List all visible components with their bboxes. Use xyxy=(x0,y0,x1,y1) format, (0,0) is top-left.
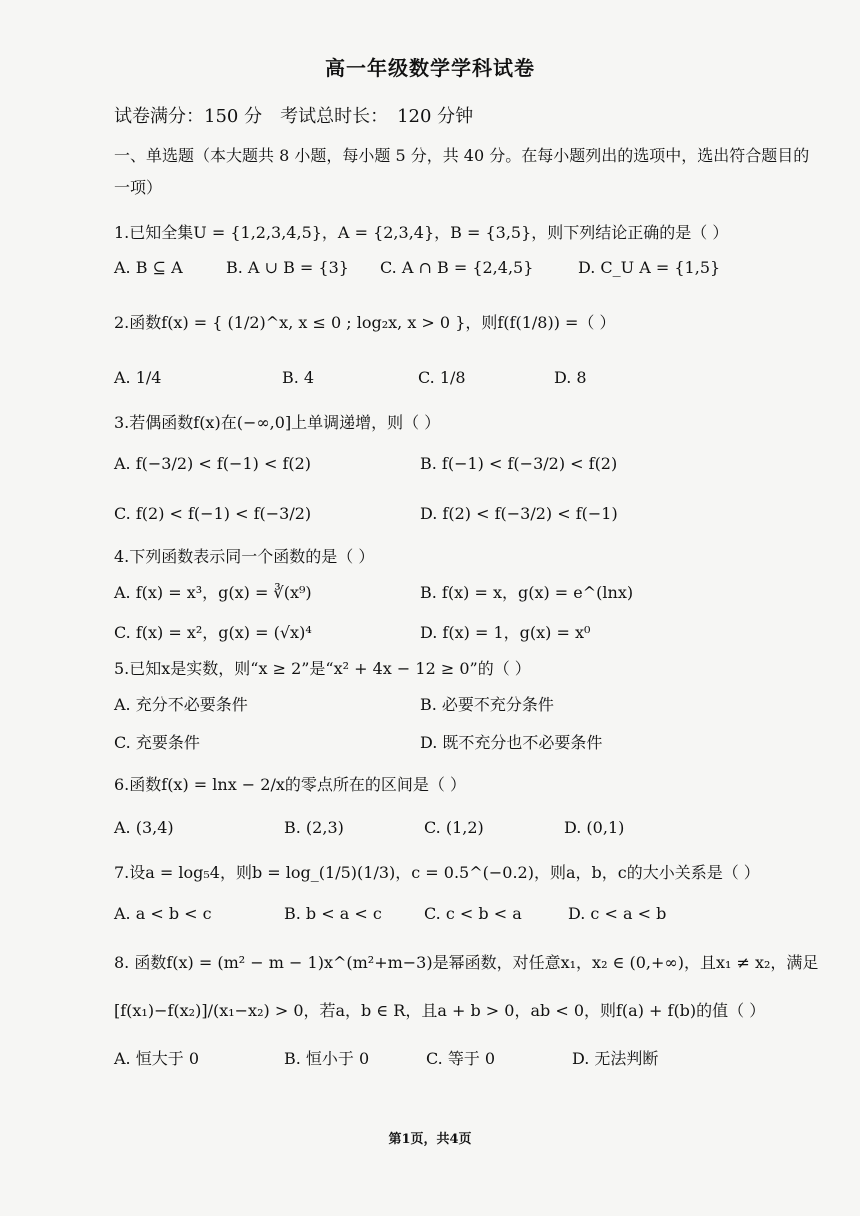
question-8-option-d: D. 无法判断 xyxy=(572,1049,659,1068)
question-5-option-d: D. 既不充分也不必要条件 xyxy=(420,733,603,752)
question-4-option-b: B. f(x) = x，g(x) = e^(lnx) xyxy=(420,583,634,602)
question-2-option-d: D. 8 xyxy=(554,368,587,387)
question-8-option-a: A. 恒大于 0 xyxy=(114,1049,199,1068)
question-3-option-c: C. f(2) < f(−1) < f(−3/2) xyxy=(114,504,312,523)
exam-info: 试卷满分：150 分 考试总时长： 120 分钟 xyxy=(114,106,474,127)
page-footer: 第1页，共4页 xyxy=(388,1132,472,1147)
question-3-option-b: B. f(−1) < f(−3/2) < f(2) xyxy=(420,454,618,473)
question-6-option-a: A. (3,4) xyxy=(114,818,174,837)
question-5-option-b: B. 必要不充分条件 xyxy=(420,695,554,714)
question-8-stem-continued: [f(x₁)−f(x₂)]/(x₁−x₂) > 0，若a，b ∈ R，且a + b > 0，ab < 0，则f(a) + f(b)的值（ ） xyxy=(114,1001,766,1020)
question-1-option-c: C. A ∩ B = {2,4,5} xyxy=(380,258,534,277)
question-6-stem: 6.函数f(x) = lnx − 2/x的零点所在的区间是（ ） xyxy=(114,775,466,794)
question-5-option-c: C. 充要条件 xyxy=(114,733,200,752)
question-1-option-a: A. B ⊆ A xyxy=(114,258,183,277)
question-2-option-b: B. 4 xyxy=(282,368,315,387)
question-2-option-c: C. 1/8 xyxy=(418,368,466,387)
question-8-option-c: C. 等于 0 xyxy=(426,1049,496,1068)
question-6-option-d: D. (0,1) xyxy=(564,818,625,837)
question-5-option-a: A. 充分不必要条件 xyxy=(114,695,248,714)
question-4-option-a: A. f(x) = x³，g(x) = ∛(x⁹) xyxy=(114,583,312,602)
question-1-option-d: D. C_U A = {1,5} xyxy=(578,258,721,277)
question-3-option-d: D. f(2) < f(−3/2) < f(−1) xyxy=(420,504,618,523)
section-heading: 一、单选题（本大题共 8 小题，每小题 5 分，共 40 分。在每小题列出的选项中，选出符合题目的一项） xyxy=(114,146,810,197)
exam-title: 高一年级数学学科试卷 xyxy=(325,56,535,80)
question-4-option-c: C. f(x) = x²，g(x) = (√x)⁴ xyxy=(114,623,312,642)
question-8-option-b: B. 恒小于 0 xyxy=(284,1049,370,1068)
question-2-option-a: A. 1/4 xyxy=(114,368,162,387)
question-7-option-c: C. c < b < a xyxy=(424,904,522,923)
question-5-stem: 5.已知x是实数，则“x ≥ 2”是“x² + 4x − 12 ≥ 0”的（ ） xyxy=(114,659,531,678)
question-2-stem: 2.函数f(x) = { (1/2)^x, x ≤ 0 ; log₂x, x > 0 }，则f(f(1/8)) =（ ） xyxy=(114,313,616,332)
question-7-option-b: B. b < a < c xyxy=(284,904,382,923)
question-6-option-c: C. (1,2) xyxy=(424,818,484,837)
question-4-stem: 4.下列函数表示同一个函数的是（ ） xyxy=(114,547,375,566)
question-1-stem: 1.已知全集U = {1,2,3,4,5}，A = {2,3,4}，B = {3,5}，则下列结论正确的是（ ） xyxy=(114,223,729,242)
question-7-option-a: A. a < b < c xyxy=(114,904,212,923)
question-6-option-b: B. (2,3) xyxy=(284,818,344,837)
question-7-option-d: D. c < a < b xyxy=(568,904,667,923)
question-1-option-b: B. A ∪ B = {3} xyxy=(226,258,349,277)
question-3-option-a: A. f(−3/2) < f(−1) < f(2) xyxy=(114,454,312,473)
question-8-stem: 8. 函数f(x) = (m² − m − 1)x^(m²+m−3)是幂函数，对任意x₁，x₂ ∈ (0,+∞)，且x₁ ≠ x₂，满足 xyxy=(114,953,819,972)
question-3-stem: 3.若偶函数f(x)在(−∞,0]上单调递增，则（ ） xyxy=(114,413,441,432)
question-7-stem: 7.设a = log₅4，则b = log_(1/5)(1/3)，c = 0.5^(−0.2)，则a，b，c的大小关系是（ ） xyxy=(114,863,760,882)
question-4-option-d: D. f(x) = 1，g(x) = x⁰ xyxy=(420,623,591,642)
